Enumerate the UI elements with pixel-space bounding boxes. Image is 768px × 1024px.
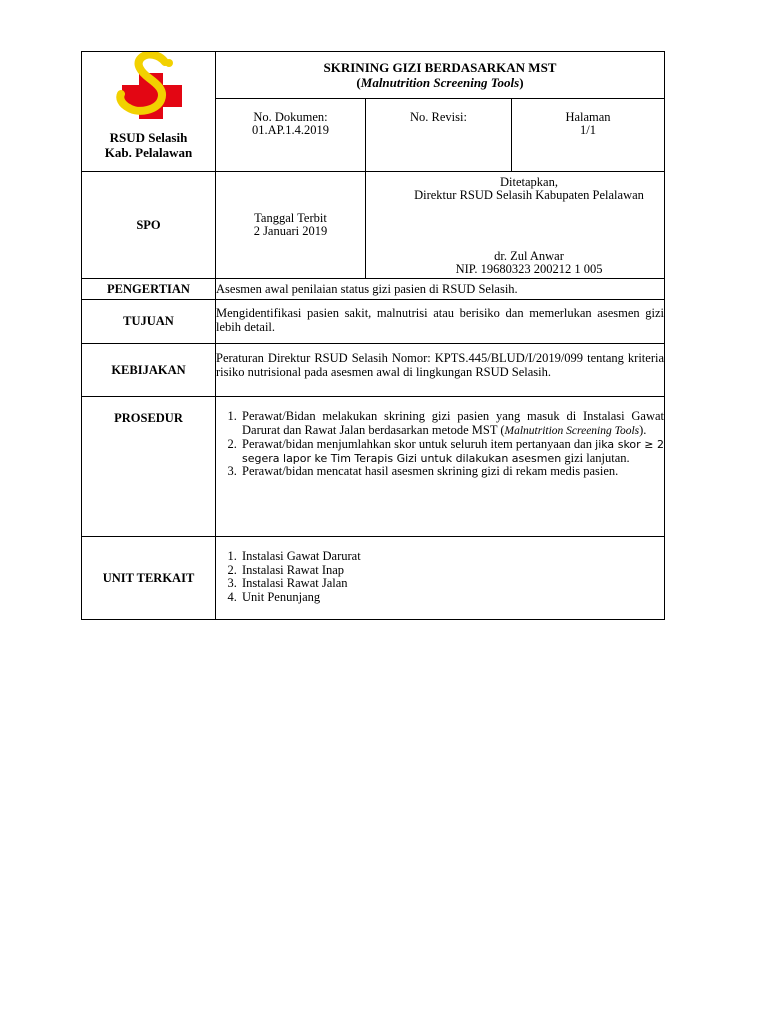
- approval-line1: Ditetapkan,: [500, 175, 558, 189]
- issue-date-cell: [216, 172, 366, 279]
- doc-number-label: No. Dokumen:: [253, 110, 328, 124]
- prosedur-step-1: [240, 410, 664, 438]
- unit-item: 2. Instalasi Rawat Inap: [240, 564, 664, 578]
- signer-block: [366, 250, 664, 276]
- approval-line2: Direktur RSUD Selasih Kabupaten Pelalawan: [414, 188, 644, 202]
- prosedur-label-text: PROSEDUR: [114, 411, 183, 425]
- hospital-regency: Kab. Pelalawan: [104, 145, 193, 160]
- doc-number-cell: [216, 99, 366, 172]
- page-cell: [512, 99, 665, 172]
- tujuan-text: Mengidentifikasi pasien sakit, malnutrisi atau berisiko dan memerlukan asesmen gizi lebih detail.: [216, 300, 665, 344]
- pengertian-text: Asesmen awal penilaian status gizi pasien di RSUD Selasih.: [216, 279, 665, 300]
- prosedur-step-2: [240, 438, 664, 465]
- step-1-italic-term: Malnutrition Screening Tools: [504, 424, 640, 437]
- signer-name: dr. Zul Anwar: [494, 249, 564, 263]
- step-2-tail: gizi lanjutan.: [561, 450, 630, 465]
- pengertian-label: PENGERTIAN: [82, 279, 216, 300]
- document-subtitle: [216, 75, 664, 90]
- step-2-text: Perawat/bidan menjumlahkan skor untuk seluruh item pertanyaan dan: [242, 437, 596, 451]
- signer-nip: NIP. 19680323 200212 1 005: [455, 262, 603, 276]
- unit-list: [216, 550, 664, 604]
- revision-cell: [366, 99, 512, 172]
- unit-item: 1. Instalasi Gawat Darurat: [240, 550, 664, 564]
- hospital-name: RSUD Selasih: [109, 130, 188, 145]
- revision-label: No. Revisi:: [410, 110, 467, 124]
- prosedur-steps-list: [216, 410, 664, 479]
- unit-item: 3. Instalasi Rawat Jalan: [240, 577, 664, 591]
- doc-number-value: 01.AP.1.4.2019: [251, 123, 330, 137]
- subtitle-close-paren: ): [519, 75, 524, 90]
- subtitle-open-paren: (: [356, 75, 361, 90]
- logo-cell: [82, 52, 216, 172]
- issue-date-label: Tanggal Terbit: [254, 211, 327, 225]
- step-1-tail: ).: [639, 422, 647, 437]
- tujuan-label: TUJUAN: [82, 300, 216, 344]
- title-cell: [216, 52, 665, 99]
- kebijakan-text: Peraturan Direktur RSUD Selasih Nomor: KPTS.445/BLUD/I/2019/099 tentang kriteria risiko nutrisional pada asesmen awal di lingkungan RSUD Selasih.: [216, 344, 665, 397]
- unit-item: 4. Unit Penunjang: [240, 591, 664, 605]
- approval-cell: [366, 172, 665, 279]
- spo-label: SPO: [82, 172, 216, 279]
- unit-terkait-content: [216, 537, 665, 620]
- hospital-logo-icon: [99, 52, 199, 124]
- subtitle-italic: Malnutrition Screening Tools: [360, 75, 520, 90]
- page-label: Halaman: [565, 110, 611, 124]
- red-cross-horizontal: [122, 85, 182, 107]
- step-1-text: Perawat/Bidan melakukan skrining gizi pasien yang masuk di Instalasi Gawat Darurat dan Rawat Jalan berdasarkan metode MST (: [242, 409, 665, 437]
- spo-document-table: [81, 51, 665, 620]
- prosedur-content: [216, 397, 665, 537]
- prosedur-step-3: 3. Perawat/bidan mencatat hasil asesmen skrining gizi di rekam medis pasien.: [240, 465, 664, 479]
- s-top-terminal: [165, 59, 173, 67]
- kebijakan-label: KEBIJAKAN: [82, 344, 216, 397]
- page-value: 1/1: [580, 123, 596, 137]
- unit-terkait-label: UNIT TERKAIT: [82, 537, 216, 620]
- prosedur-label: [82, 397, 216, 537]
- step-2-sans-text: jika skor ≥ 2 segera lapor ke Tim Terapis Gizi untuk dilakukan asesmen: [242, 438, 665, 465]
- issue-date-value: 2 Januari 2019: [253, 224, 328, 238]
- document-title: SKRINING GIZI BERDASARKAN MST: [323, 60, 557, 75]
